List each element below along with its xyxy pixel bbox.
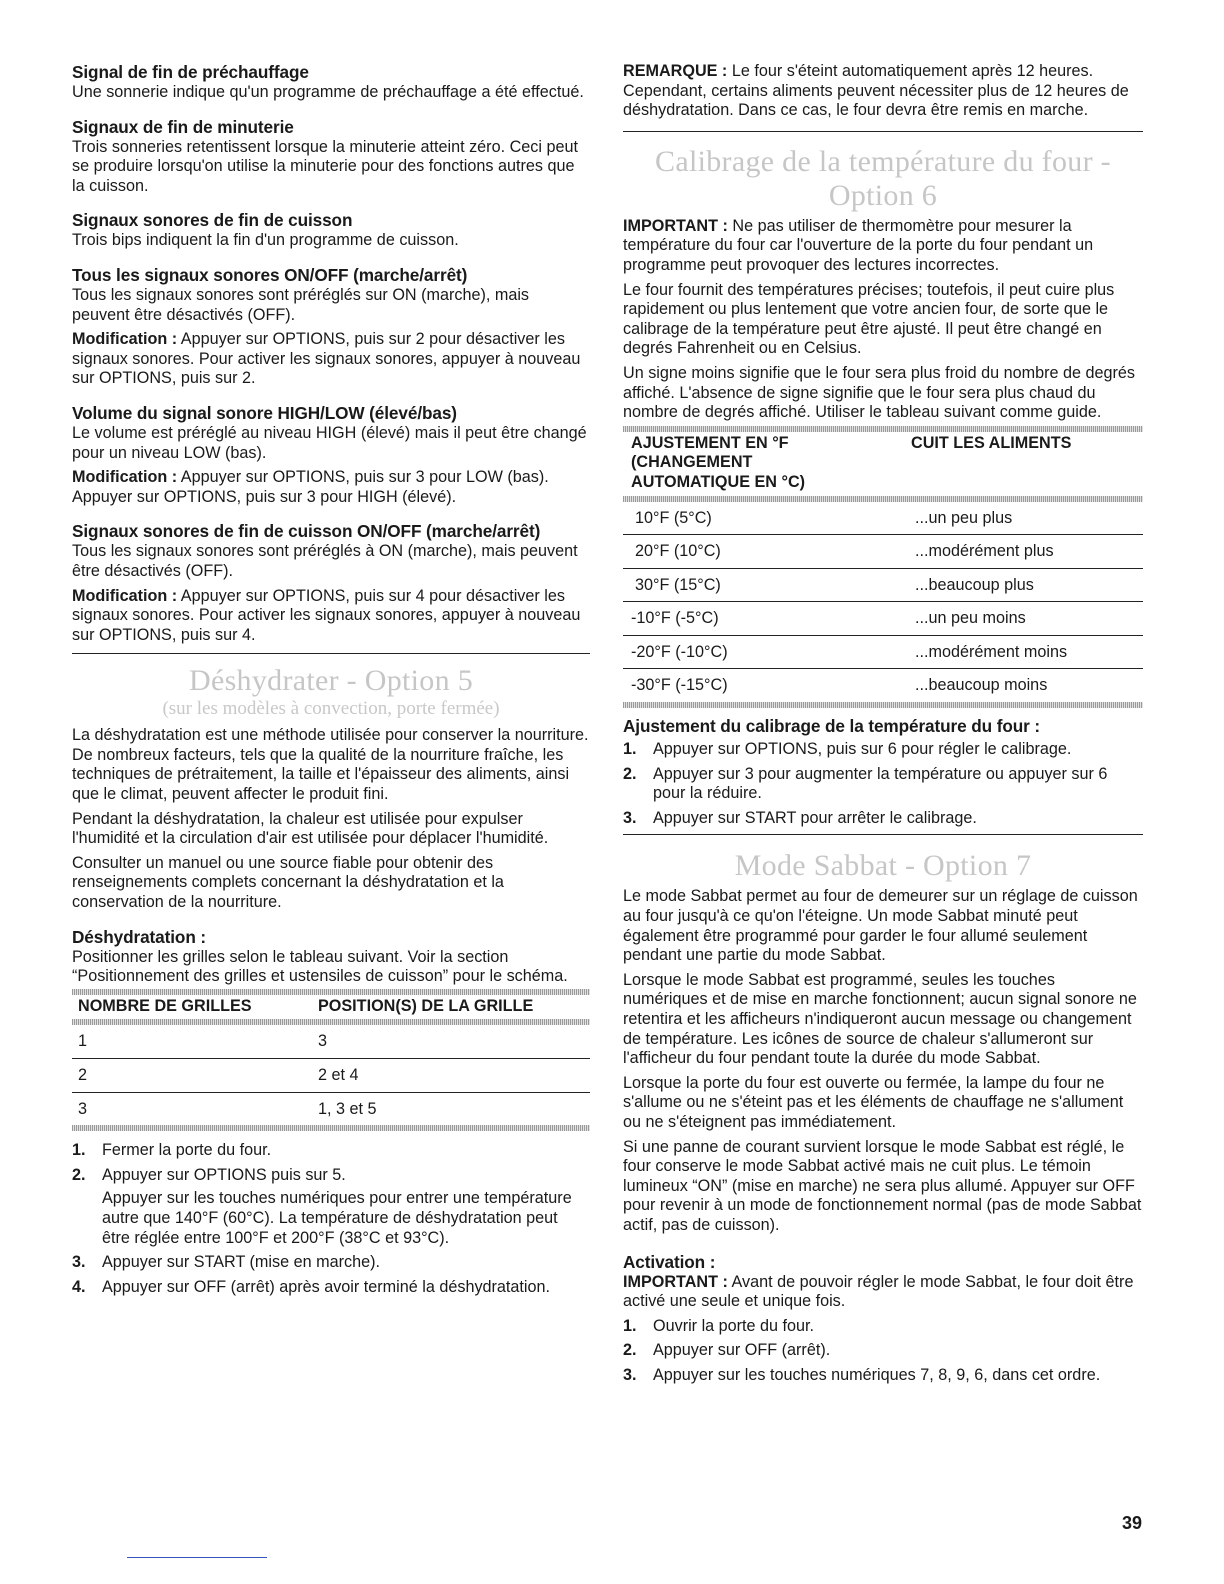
important-text: Ne pas utiliser de thermomètre pour mesurer la température du four car l'ouverture de la porte du four pendant un programme peut provoquer des lectures incorrectes. bbox=[623, 216, 1094, 274]
activation-steps bbox=[623, 1317, 1143, 1386]
section-title: Tous les signaux sonores ON/OFF (marche/arrêt) bbox=[72, 264, 468, 285]
list-item bbox=[72, 1278, 590, 1298]
page-number: 39 bbox=[1121, 1513, 1142, 1533]
section-cook-end-signals bbox=[72, 210, 590, 251]
section-title: Signal de fin de préchauffage bbox=[72, 62, 309, 82]
section-body: Le volume est préréglé au niveau HIGH (élevé) mais il peut être changé pour un niveau LOW (bas). bbox=[72, 423, 587, 462]
step-number: 3. bbox=[623, 1365, 637, 1384]
section-divider bbox=[623, 834, 1143, 835]
dehydration-subtitle: Déshydratation : bbox=[72, 926, 207, 947]
calibration-paragraph: Le four fournit des températures précises; toutefois, il peut cuire plus rapidement ou plus lentement que votre ancien four, de sorte que le calibrage de la température peut être ajusté. Il peut être changé en degrés Fahrenheit ou en Celsius. bbox=[623, 280, 1115, 358]
list-item bbox=[623, 1366, 1143, 1386]
modification-note bbox=[72, 468, 590, 507]
table-header-row bbox=[72, 995, 590, 1020]
table-cell: ...un peu plus bbox=[909, 502, 1143, 535]
list-item bbox=[623, 740, 1143, 760]
step-text: Appuyer sur START pour arrêter le calibrage. bbox=[653, 808, 977, 827]
list-item bbox=[623, 1317, 1143, 1337]
activation-important bbox=[623, 1273, 1143, 1312]
step-number: 3. bbox=[72, 1253, 86, 1272]
step-number: 2. bbox=[623, 1341, 637, 1360]
section-volume bbox=[72, 403, 590, 507]
section-body: Tous les signaux sonores sont préréglés sur ON (marche), mais peuvent être désactivés (OFF). bbox=[72, 285, 530, 324]
table-bottom-hatch bbox=[623, 702, 1143, 708]
section-cook-end-onoff bbox=[72, 521, 590, 645]
list-item bbox=[72, 1253, 590, 1273]
section-all-signals-onoff bbox=[72, 265, 590, 389]
important-text: Avant de pouvoir régler le mode Sabbat, le four doit être activé une seule et unique fois. bbox=[623, 1272, 1134, 1311]
dehydrate-heading: Déshydrater - Option 5 bbox=[188, 664, 474, 698]
table-header-adjustment bbox=[623, 432, 911, 496]
step-number: 3. bbox=[623, 808, 637, 827]
step-text: Fermer la porte du four. bbox=[102, 1141, 272, 1160]
table-row bbox=[623, 502, 1143, 535]
calibration-paragraph: Un signe moins signifie que le four sera plus froid du nombre de degrés affiché. L'absence de signe signifie que le four sera plus chaud du nombre de degrés affiché. Utiliser le tableau suivant comme guide. bbox=[623, 363, 1135, 422]
list-item bbox=[623, 1341, 1143, 1361]
table-row bbox=[623, 602, 1143, 636]
table-header-row bbox=[623, 432, 1143, 496]
modification-text: Appuyer sur OPTIONS, puis sur 3 pour LOW (bas). Appuyer sur OPTIONS, puis sur 3 pour HIGH (élevé). bbox=[72, 468, 549, 506]
section-title: Volume du signal sonore HIGH/LOW (élevé/bas) bbox=[72, 402, 457, 423]
step-number: 2. bbox=[623, 764, 637, 783]
table-cell: 1 bbox=[72, 1025, 312, 1058]
step-number: 4. bbox=[72, 1277, 86, 1296]
adjustment-subtitle: Ajustement du calibrage de la température du four : bbox=[623, 716, 1041, 737]
dehydrate-paragraph: La déshydratation est une méthode utilisée pour conserver la nourriture. De nombreux facteurs, tels que la qualité de la nourriture fraîche, les techniques de prétraitement, la taille et l'épaisseur des aliments, ainsi que le climat, peuvent affecter le produit fini. bbox=[72, 726, 589, 804]
section-divider bbox=[623, 131, 1143, 132]
table-cell: 30°F (15°C) bbox=[623, 568, 909, 602]
important-label: IMPORTANT : bbox=[623, 216, 728, 235]
modification-text: Appuyer sur OPTIONS, puis sur 2 pour désactiver les signaux sonores. Pour activer les signaux sonores, appuyer à nouveau sur OPTIONS, puis sur 2. bbox=[72, 330, 581, 388]
header-line: AUTOMATIQUE EN °C) bbox=[631, 472, 806, 491]
modification-text: Appuyer sur OPTIONS, puis sur 4 pour désactiver les signaux sonores. Pour activer les signaux sonores, appuyer à nouveau sur OPTIONS, puis sur 4. bbox=[72, 586, 581, 644]
section-body: Trois bips indiquent la fin d'un programme de cuisson. bbox=[72, 231, 459, 250]
sabbath-paragraph: Lorsque la porte du four est ouverte ou fermée, la lampe du four ne s'allume ou ne s'éteint pas et les éléments de chauffage ne s'allument ou ne s'éteignent pas immédiatement. bbox=[623, 1073, 1124, 1131]
table-cell: ...modérément plus bbox=[909, 535, 1143, 569]
modification-label: Modification : bbox=[72, 468, 178, 487]
table-cell: 3 bbox=[312, 1025, 590, 1058]
dehydrate-steps bbox=[72, 1141, 590, 1297]
modification-note bbox=[72, 587, 590, 646]
calibration-table-header bbox=[623, 432, 1143, 496]
remark-note bbox=[623, 62, 1143, 121]
step-text: Appuyer sur les touches numériques 7, 8, 9, 6, dans cet ordre. bbox=[653, 1365, 1101, 1384]
step-number: 1. bbox=[623, 740, 637, 759]
step-text: Appuyer sur 3 pour augmenter la température ou appuyer sur 6 pour la réduire. bbox=[653, 764, 1108, 803]
list-item bbox=[72, 1141, 590, 1161]
table-header: POSITION(S) DE LA GRILLE bbox=[318, 996, 534, 1015]
table-row bbox=[623, 669, 1143, 702]
dehydrate-paragraph: Pendant la déshydratation, la chaleur est utilisée pour expulser l'humidité et la circulation d'air est utilisée pour déplacer l'humidité. bbox=[72, 809, 549, 848]
sabbath-paragraph: Lorsque le mode Sabbat est programmé, seules les touches numériques et de mise en marche fonctionnent; aucun signal sonore ne retentira et les afficheurs n'indiqueront aucun message ou changement de température. Les icônes de source de chaleur s'allumeront sur l'afficheur du four pendant toute la durée du mode Sabbat. bbox=[623, 970, 1137, 1068]
section-title: Signaux sonores de fin de cuisson bbox=[72, 210, 353, 231]
table-row bbox=[72, 1059, 590, 1093]
table-row bbox=[72, 1025, 590, 1058]
remark-label: REMARQUE : bbox=[623, 62, 728, 80]
section-timer-signals bbox=[72, 117, 590, 197]
table-cell: 2 et 4 bbox=[312, 1059, 590, 1093]
calibration-important bbox=[623, 217, 1143, 276]
dehydrate-paragraph: Consulter un manuel ou une source fiable pour obtenir des renseignements complets concernant la déshydratation et la conservation de la nourriture. bbox=[72, 853, 504, 912]
table-cell: ...beaucoup moins bbox=[915, 676, 1048, 695]
table-cell: 20°F (10°C) bbox=[623, 535, 909, 569]
dehydrate-subheading: (sur les modèles à convection, porte fermée) bbox=[162, 698, 500, 720]
left-column bbox=[72, 62, 590, 1302]
header-line: AJUSTEMENT EN °F bbox=[631, 433, 789, 452]
section-title: Signaux de fin de minuterie bbox=[72, 116, 294, 137]
remark-text: Le four s'éteint automatiquement après 12 heures. Cependant, certains aliments peuvent nécessiter plus de 12 heures de déshydratation. Dans ce cas, le four devra être remis en marche. bbox=[623, 62, 1129, 120]
table-header: NOMBRE DE GRILLES bbox=[78, 996, 252, 1015]
section-title: Signaux sonores de fin de cuisson ON/OFF (marche/arrêt) bbox=[72, 521, 541, 542]
table-cell: -10°F (-5°C) bbox=[623, 602, 909, 636]
step-text: Appuyer sur OFF (arrêt). bbox=[653, 1341, 831, 1360]
step-extra: Appuyer sur les touches numériques pour entrer une température autre que 140°F (60°C). La température de déshydratation peut être réglée entre 100°F et 200°F (38°C et 93°C). bbox=[102, 1189, 572, 1247]
header-line: (CHANGEMENT bbox=[631, 453, 753, 472]
section-body: Une sonnerie indique qu'un programme de préchauffage a été effectué. bbox=[72, 83, 584, 101]
step-text: Appuyer sur START (mise en marche). bbox=[102, 1253, 380, 1272]
rack-position-table bbox=[72, 995, 590, 1020]
table-cell: 10°F (5°C) bbox=[623, 502, 909, 535]
calibration-table bbox=[623, 502, 1143, 703]
activation-subtitle: Activation : bbox=[623, 1251, 716, 1272]
dehydration-instructions: Positionner les grilles selon le tableau suivant. Voir la section “Positionnement des grilles et ustensiles de cuisson” pour le schéma. bbox=[72, 947, 568, 986]
table-row bbox=[72, 1092, 590, 1125]
footer-line bbox=[127, 1557, 267, 1558]
section-preheat-signal bbox=[72, 62, 590, 103]
table-cell: 1, 3 et 5 bbox=[318, 1099, 377, 1118]
step-text: Ouvrir la porte du four. bbox=[653, 1316, 815, 1335]
list-item bbox=[72, 1166, 590, 1248]
rack-position-table-body bbox=[72, 1025, 590, 1125]
table-cell: 2 bbox=[72, 1059, 312, 1093]
step-text: Appuyer sur OFF (arrêt) après avoir terminé la déshydratation. bbox=[102, 1277, 551, 1296]
step-number: 1. bbox=[623, 1316, 637, 1335]
section-divider bbox=[72, 653, 590, 654]
step-text: Appuyer sur OPTIONS, puis sur 6 pour régler le calibrage. bbox=[653, 740, 1072, 759]
right-column bbox=[623, 62, 1143, 1391]
table-row bbox=[623, 635, 1143, 669]
list-item bbox=[623, 809, 1143, 829]
section-body: Trois sonneries retentissent lorsque la minuterie atteint zéro. Ceci peut se produire lorsqu'on utilise la minuterie pour des fonctions autres que la cuisson. bbox=[72, 137, 578, 195]
table-header-result: CUIT LES ALIMENTS bbox=[911, 433, 1072, 452]
step-text: Appuyer sur OPTIONS puis sur 5. bbox=[102, 1165, 346, 1184]
list-item bbox=[623, 765, 1143, 804]
sabbath-heading: Mode Sabbat - Option 7 bbox=[734, 849, 1032, 883]
sabbath-paragraph: Si une panne de courant survient lorsque le mode Sabbat est réglé, le four conserve le mode Sabbat activé mais ne cuit plus. Le témoin lumineux “ON” (mise en marche) ne sera plus allumé. Appuyer sur OFF pour revenir à un mode de fonctionnement normal (pas de mode Sabbat actif, pas de cuisson). bbox=[623, 1137, 1142, 1234]
sabbath-paragraph: Le mode Sabbat permet au four de demeurer sur un réglage de cuisson au four jusqu'à ce qu'on l'éteigne. Un mode Sabbat minuté peut également être programmé pour garder le four allumé seulement pendant une partie du mode Sabbat. bbox=[623, 887, 1138, 965]
table-cell: ...beaucoup plus bbox=[909, 568, 1143, 602]
calibration-steps bbox=[623, 740, 1143, 828]
table-cell: -20°F (-10°C) bbox=[623, 635, 909, 669]
table-cell: 3 bbox=[78, 1099, 88, 1118]
table-row bbox=[623, 568, 1143, 602]
table-row bbox=[623, 535, 1143, 569]
table-cell: -30°F (-15°C) bbox=[631, 676, 728, 695]
important-label: IMPORTANT : bbox=[623, 1272, 728, 1291]
modification-note bbox=[72, 330, 590, 389]
step-number: 2. bbox=[72, 1165, 86, 1184]
calibration-heading: Calibrage de la température du four - Option 6 bbox=[655, 144, 1111, 212]
step-number: 1. bbox=[72, 1141, 86, 1160]
modification-label: Modification : bbox=[72, 586, 178, 605]
table-cell: ...un peu moins bbox=[909, 602, 1143, 636]
table-cell: ...modérément moins bbox=[909, 635, 1143, 669]
table-bottom-hatch bbox=[72, 1125, 590, 1131]
modification-label: Modification : bbox=[72, 330, 178, 349]
section-body: Tous les signaux sonores sont préréglés à ON (marche), mais peuvent être désactivés (OFF). bbox=[72, 542, 578, 580]
